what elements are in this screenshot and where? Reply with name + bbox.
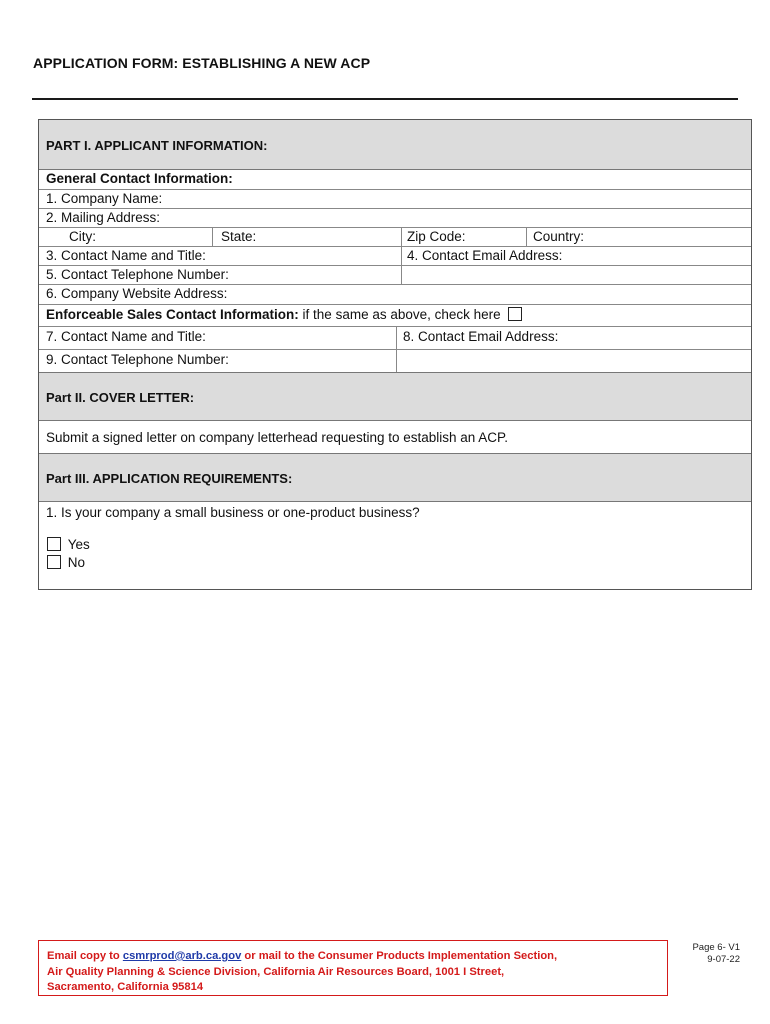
company-name-label: 1. Company Name: <box>46 191 163 206</box>
enforceable-phone-divider <box>396 350 397 372</box>
part3-heading: Part III. APPLICATION REQUIREMENTS: <box>46 471 293 486</box>
mailing-address-label: 2. Mailing Address: <box>46 210 161 225</box>
zip-code-label[interactable]: Zip Code: <box>407 229 466 244</box>
no-label: No <box>67 555 86 570</box>
enforceable-note: if the same as above, check here <box>298 307 501 322</box>
city-state-divider <box>212 228 213 246</box>
footer-prefix: Email copy to <box>47 950 123 962</box>
cover-letter-instruction: Submit a signed letter on company letterhead requesting to establish an ACP. <box>46 430 509 445</box>
enforceable-row <box>39 305 751 327</box>
contact-divider <box>401 247 402 265</box>
phone-row <box>39 266 751 285</box>
contact-name-label[interactable]: 3. Contact Name and Title: <box>46 248 206 263</box>
city-state-row <box>39 228 751 247</box>
revision-date: 9-07-22 <box>707 954 740 965</box>
yes-option <box>47 537 90 552</box>
part3-body <box>39 502 751 590</box>
phone-divider <box>401 266 402 284</box>
enforceable-text <box>46 307 522 322</box>
footer-line1-rest: or mail to the Consumer Products Implementation Section, <box>241 950 558 962</box>
page-title: APPLICATION FORM: ESTABLISHING A NEW ACP <box>33 55 371 71</box>
website-row[interactable] <box>39 285 751 305</box>
enforceable-contact-email-label[interactable]: 8. Contact Email Address: <box>403 329 559 344</box>
application-form <box>38 119 752 590</box>
enforceable-heading: Enforceable Sales Contact Information: <box>46 307 299 322</box>
general-contact-row <box>39 170 751 190</box>
general-contact-heading: General Contact Information: <box>46 171 233 186</box>
part1-header <box>39 120 751 170</box>
part3-header <box>39 453 751 502</box>
contact-row <box>39 247 751 266</box>
company-name-row[interactable] <box>39 190 751 209</box>
enforceable-contact-divider <box>396 327 397 349</box>
mailing-address-row[interactable] <box>39 209 751 228</box>
contact-phone-label[interactable]: 5. Contact Telephone Number: <box>46 267 229 282</box>
state-label[interactable]: State: <box>221 229 257 244</box>
part2-body <box>39 421 751 453</box>
part1-heading: PART I. APPLICANT INFORMATION: <box>46 138 268 153</box>
yes-checkbox[interactable] <box>47 537 61 551</box>
same-as-above-checkbox[interactable] <box>508 307 522 321</box>
title-divider <box>32 98 738 100</box>
enforceable-contact-row <box>39 327 751 350</box>
question1-text: 1. Is your company a small business or one-product business? <box>46 505 420 520</box>
state-zip-divider <box>401 228 402 246</box>
zip-country-divider <box>526 228 527 246</box>
enforceable-phone-label[interactable]: 9. Contact Telephone Number: <box>46 352 229 367</box>
contact-email-label[interactable]: 4. Contact Email Address: <box>407 248 563 263</box>
footer-line3: Sacramento, California 95814 <box>47 981 204 993</box>
page-info <box>680 942 740 966</box>
part2-heading: Part II. COVER LETTER: <box>46 390 195 405</box>
mail-instructions-box <box>38 940 668 996</box>
country-label[interactable]: Country: <box>533 229 585 244</box>
part2-header <box>39 372 751 421</box>
email-link[interactable]: csmrprod@arb.ca.gov <box>122 950 242 962</box>
enforceable-phone-row <box>39 350 751 372</box>
website-label: 6. Company Website Address: <box>46 286 228 301</box>
city-label[interactable]: City: <box>69 229 96 244</box>
yes-label: Yes <box>67 537 90 552</box>
footer-line2: Air Quality Planning & Science Division, California Air Resources Board, 1001 I Street, <box>47 965 505 978</box>
enforceable-contact-name-label[interactable]: 7. Contact Name and Title: <box>46 329 206 344</box>
footer-line1 <box>47 949 659 965</box>
no-checkbox[interactable] <box>47 555 61 569</box>
no-option <box>47 555 85 570</box>
page-number: Page 6- V1 <box>692 942 740 953</box>
